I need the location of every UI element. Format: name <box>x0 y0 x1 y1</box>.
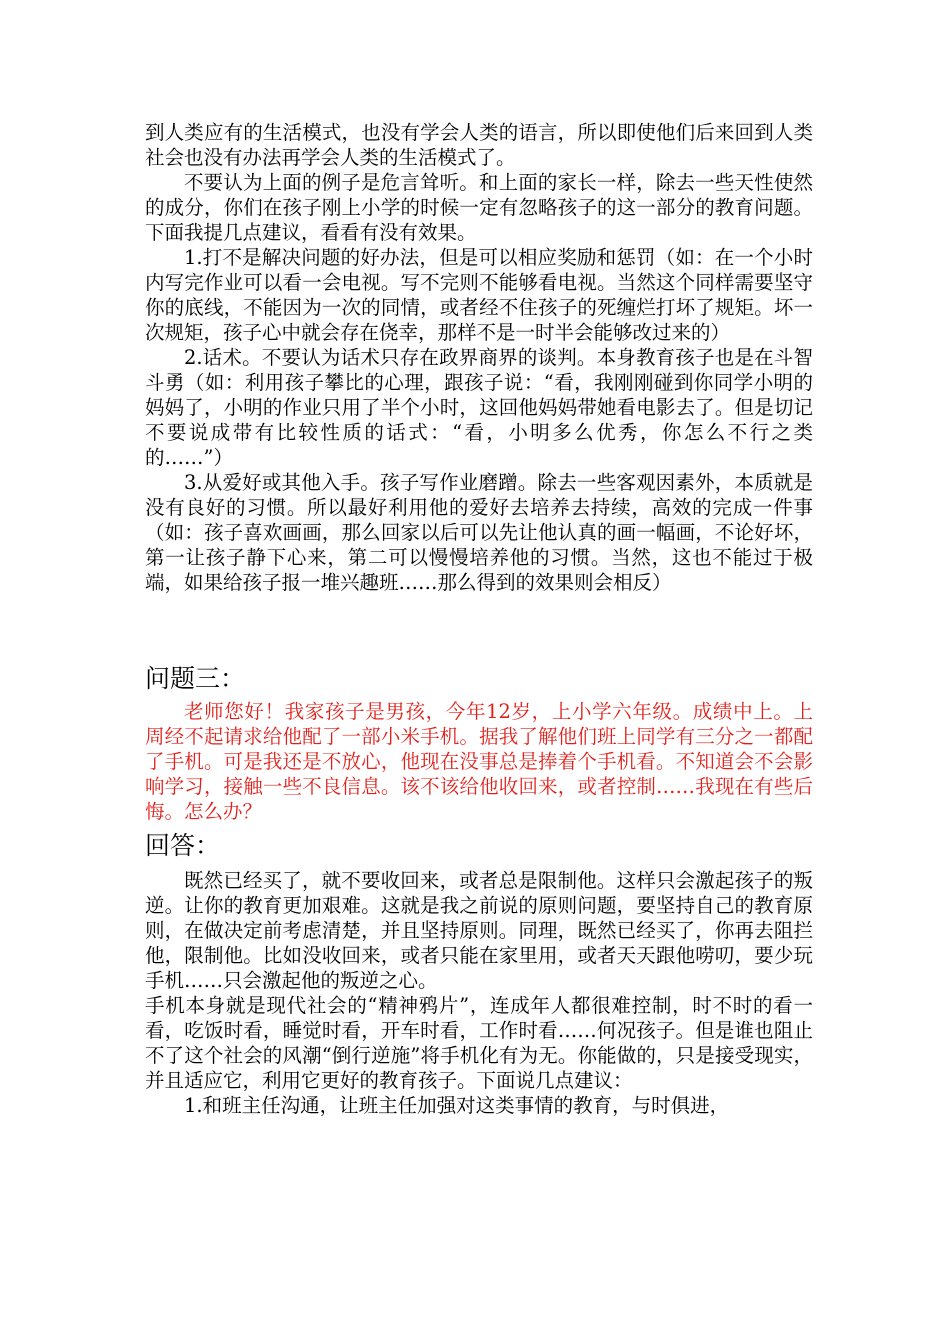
document-page <box>145 120 813 1118</box>
question-text: 老师您好！我家孩子是男孩，今年12岁，上小学六年级。成绩中上。上周经不起请求给他配了一部小米手机。据我了解他们班上同学有三分之一都配了手机。可是我还是不放心，他现在没事总是捧着个手机看。不知道会不会影响学习，接触一些不良信息。该不该给他收回来，或者控制……我现在有些后悔。怎么办？ <box>145 700 813 823</box>
question-heading: 问题三： <box>145 664 246 693</box>
continuation-paragraph: 到人类应有的生活模式，也没有学会人类的语言，所以即使他们后来回到人类社会也没有办法再学会人类的生活模式了。 <box>145 121 813 169</box>
tip-3-paragraph: 3.从爱好或其他入手。孩子写作业磨蹭。除去一些客观因素外，本质就是没有良好的习惯。所以最好利用他的爱好去培养去持续，高效的完成一件事（如：孩子喜欢画画，那么回家以后可以先让他认真的画一幅画，不论好坏，第一让孩子静下心来，第二可以慢慢培养他的习惯。当然，这也不能过于极端，如果给孩子报一堆兴趣班……那么得到的效果则会相反） <box>145 471 813 594</box>
tip-2-paragraph: 2.话术。不要认为话术只存在政界商界的谈判。本身教育孩子也是在斗智斗勇（如：利用孩子攀比的心理，跟孩子说：“看，我刚刚碰到你同学小明的妈妈了，小明的作业只用了半个小时，这回他妈妈带她看电影去了。但是切记不要说成带有比较性质的话式：“看，小明多么优秀，你怎么不行之类的……”） <box>145 346 813 469</box>
tip-1-paragraph: 1.打不是解决问题的好办法，但是可以相应奖励和惩罚（如：在一个小时内写完作业可以看一会电视。写不完则不能够看电视。当然这个同样需要坚守你的底线，不能因为一次的同情，或者经不住孩子的死缠烂打坏了规矩。坏一次规矩，孩子心中就会存在侥幸，那样不是一时半会能够改过来的） <box>145 246 813 344</box>
answer-paragraph-2: 手机本身就是现代社会的“精神鸦片”，连成年人都很难控制，时不时的看一看，吃饭时看，睡觉时看，开车时看，工作时看……何况孩子。但是谁也阻止不了这个社会的风潮“倒行逆施”将手机化有为无。你能做的，只是接受现实，并且适应它，利用它更好的教育孩子。下面说几点建议： <box>145 994 813 1092</box>
answer-paragraph-1: 既然已经买了，就不要收回来，或者总是限制他。这样只会激起孩子的叛逆。让你的教育更加艰难。这就是我之前说的原则问题，要坚持自己的教育原则，在做决定前考虑清楚，并且坚持原则。同理，既然已经买了，你再去阻拦他，限制他。比如没收回来，或者只能在家里用，或者天天跟他唠叨，要少玩手机……只会激起他的叛逆之心。 <box>145 869 813 992</box>
answer-heading: 回答： <box>145 831 221 860</box>
intro-paragraph: 不要认为上面的例子是危言耸听。和上面的家长一样，除去一些天性使然的成分，你们在孩子刚上小学的时候一定有忽略孩子的这一部分的教育问题。下面我提几点建议，看看有没有效果。 <box>145 171 813 244</box>
answer-tip-1: 1.和班主任沟通，让班主任加强对这类事情的教育，与时俱进， <box>184 1094 730 1117</box>
